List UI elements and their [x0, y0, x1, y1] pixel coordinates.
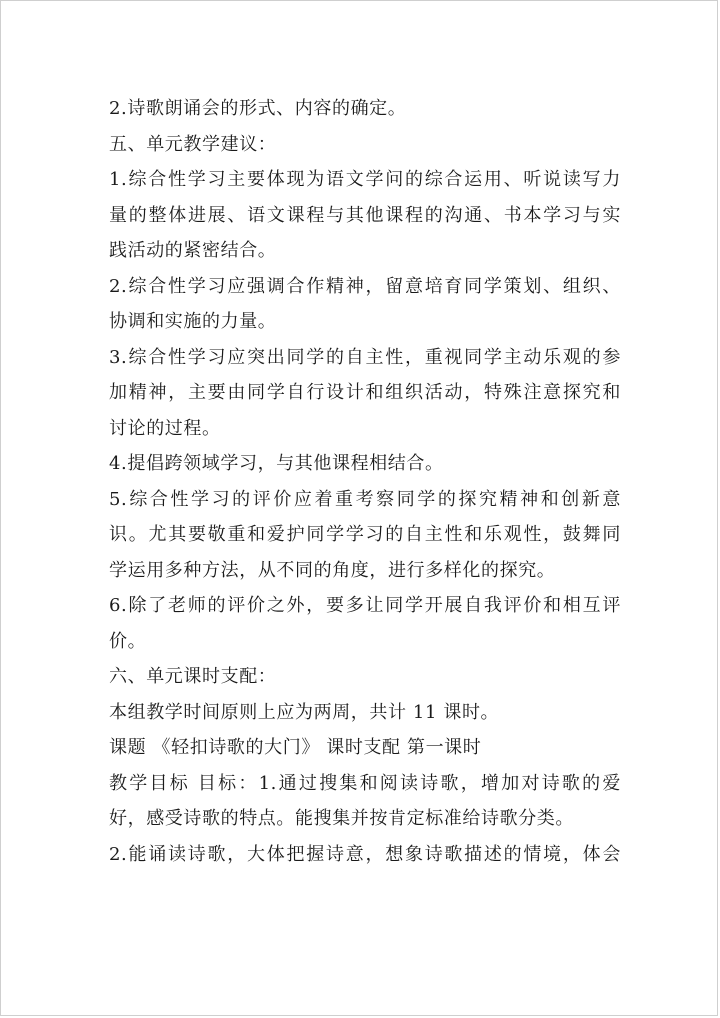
section-heading: 五、单元教学建议：: [109, 133, 277, 155]
text-line: 2.诗歌朗诵会的形式、内容的确定。: [109, 98, 407, 119]
document-body: [109, 91, 621, 872]
text-line: 课题 《轻扣诗歌的大门》 课时支配 第一课时: [109, 737, 482, 758]
text-line: 践活动的紧密结合。: [109, 240, 277, 261]
text-line: 教学目标 目标：1.通过搜集和阅读诗歌，增加对诗歌的爱: [109, 772, 621, 794]
section-heading: 六、单元课时支配：: [109, 666, 277, 687]
text-line: 价。: [109, 630, 147, 652]
text-line: 2.能诵读诗歌，大体把握诗意，想象诗歌描述的情境，体会: [109, 843, 621, 865]
text-line: 协调和实施的力量。: [109, 311, 277, 332]
text-line: 学运用多种方法，从不同的角度，进行多样化的探究。: [109, 559, 556, 581]
text-line: 本组教学时间原则上应为两周，共计 11 课时。: [109, 701, 500, 723]
text-line: 讨论的过程。: [109, 417, 221, 439]
text-line: 好，感受诗歌的特点。能搜集并按肯定标准给诗歌分类。: [109, 808, 574, 829]
text-line: 量的整体进展、语文课程与其他课程的沟通、书本学习与实: [109, 204, 621, 226]
text-line: 3.综合性学习应突出同学的自主性，重视同学主动乐观的参: [109, 346, 621, 368]
text-line: 2.综合性学习应强调合作精神，留意培育同学策划、组织、: [109, 275, 621, 297]
text-line: 5.综合性学习的评价应着重考察同学的探究精神和创新意: [109, 488, 621, 510]
text-line: 6.除了老师的评价之外，要多让同学开展自我评价和相互评: [109, 595, 621, 616]
text-line: 加精神，主要由同学自行设计和组织活动，特殊注意探究和: [109, 382, 621, 403]
text-line: 4.提倡跨领域学习，与其他课程相结合。: [109, 453, 444, 474]
text-line: 1.综合性学习主要体现为语文学问的综合运用、听说读写力: [109, 169, 621, 190]
text-line: 识。尤其要敬重和爱护同学学习的自主性和乐观性，鼓舞同: [109, 524, 621, 545]
